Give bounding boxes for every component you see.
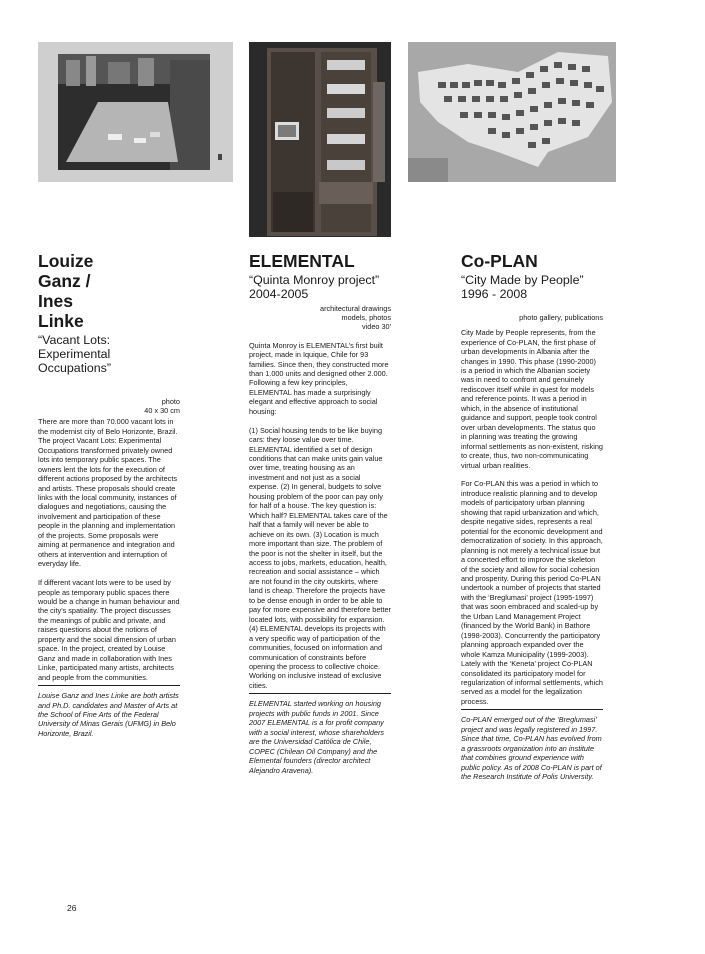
body-paragraph: If different vacant lots were to be used by people as temporary public spaces there would be a change in human behaviour and the city’s spatiality. The project discusses the meanings of public and private, and raises questions about the notions of property and the social dimension of urban space. In the project, created by Louise Ganz and made in collaboration with Ines Linke, participated many artists, architects and people from the communities. xyxy=(38,578,180,682)
column-coplan xyxy=(461,251,603,781)
medium-ganz-linke xyxy=(38,397,180,415)
title-coplan: Co-PLAN xyxy=(461,251,538,271)
medium-line: 40 x 30 cm xyxy=(144,406,180,416)
medium-line: photo gallery, publications xyxy=(519,313,603,322)
note-ganz-linke: Louise Ganz and Ines Linke are both artists and Ph.D. candidates and Master of Arts at the School of Fine Arts of the Federal University of Minas Gerais (UFMG) in Belo Horizonte, Brazil. xyxy=(38,691,179,738)
divider-rule xyxy=(249,693,391,694)
medium-elemental xyxy=(249,304,391,332)
body-paragraph: Quinta Monroy is ELEMENTAL’s first built project, made in Iquique, Chile for 93 families. Since then, they constructed more than 1.000 units and designed other 2.000. Following a few key principles, ELEMENTAL has made a surprisingly elegant and effective approach to social housing: xyxy=(249,340,389,416)
medium-line: photo xyxy=(161,397,180,406)
medium-coplan xyxy=(461,313,603,322)
subtitle-city-made-by-people: “City Made by People” 1996 - 2008 xyxy=(461,273,584,301)
subtitle-quinta-monroy: “Quinta Monroy project” 2004-2005 xyxy=(249,273,380,301)
note-coplan: Co-PLAN emerged out of the ‘Breglumasi’ project and was legally registered in 1997. Since that time, Co-PLAN has evolved from a grassroots organization into an institute that combines ground experience with public policy. As of 2008 Co-PLAN is part of the Research Institute of Polis University. xyxy=(461,715,602,782)
photo-vacant-lot xyxy=(38,42,233,182)
photo-elemental-cabinet xyxy=(249,42,391,237)
divider-rule xyxy=(461,709,603,710)
title-ganz-linke: Louize Ganz / Ines Linke xyxy=(38,251,94,331)
body-paragraph: For Co-PLAN this was a period in which to introduce realistic planning and to develop models of participatory urban planning showing that rapid urbanization and which, despite negative sides, represents a real potential for the economic development and democratization of society. In this approach, planning is not merely a technical issue but a concerted effort to improve the skeleton of the society and allow for social cohesion and prosperity. During this period Co-PLAN undertook a number of projects that started with the ‘Breglumasi’ project (1995-1997) that was soon embraced and scaled-up by the Urban Land Management Project (financed by the World Bank) in Bathore (1998-2003). Concurrently the participatory planning approach expanded over the whole Kamza Municipality (1999-2003). Lately with the ‘Keneta’ project Co-PLAN consolidated its participatory model for regularization of informal settlements, which served as a model for the legalization process. xyxy=(461,479,603,706)
title-elemental: ELEMENTAL xyxy=(249,251,355,271)
column-elemental xyxy=(249,251,391,775)
body-paragraph: (1) Social housing tends to be like buying cars: they loose value over time. ELEMENTAL identified a set of design conditions that can make units gain value over time, treating housing as an investment and not just as a social expense. (2) In general, budgets to solve housing problem of the poor can pay only for half of a house. The key question is: Which half? ELEMENTAL takes care of the half that a family will never be able to achieve on its own. (3) Location is much more important than size. The problem of the poor is not the shelter in itself, but the access to jobs, markets, education, health, recreation and social assistance – which are not found in the city outskirts, where land is cheap. Therefore the projects have to be dense enough in order to be able to pay for more expensive and therefore better located lots, with possibility for expansion. (4) ELEMENTAL develops its projects with a very specific way of participation of the communities, focused on information and communication of constraints before opening the process to collective choice. Working on inclusive instead of exclusive cities. xyxy=(249,425,391,690)
divider-rule xyxy=(38,685,180,686)
photo-coplan-wall xyxy=(408,42,616,182)
body-paragraph: There are more than 70.000 vacant lots in the modernist city of Belo Horizonte, Brazil. The project Vacant Lots: Experimental Occupations transformed privately owned lots into temporary public spaces. The owners lent the lots for the execution of different actions proposed by the architects and artists. These proposals should create links with the local community, instances of dialogues and negotiations, causing the involvement and participation of these people in the planning and implementation of the projects. Some proposals were aiming at permanence and integration and others at intervention and interruption of everyday life. xyxy=(38,417,178,569)
body-coplan xyxy=(461,328,603,706)
column-ganz-linke xyxy=(38,251,180,738)
body-elemental xyxy=(249,341,391,691)
medium-line: models, photos xyxy=(341,313,391,323)
note-elemental: ELEMENTAL started working on housing projects with public funds in 2001. Since 2007 ELEMENTAL is a for profit company with a social interest, whose shareholders are the Universidad Católica de Chile, COPEC (Chilean Oil Company) and the Elemental founders (director architect Alejandro Aravena). xyxy=(249,699,385,775)
body-ganz-linke xyxy=(38,417,180,682)
page-number: 26 xyxy=(67,903,77,913)
subtitle-vacant-lots: “Vacant Lots: Experimental Occupations” xyxy=(38,333,112,375)
medium-line: architectural drawings xyxy=(320,304,391,313)
body-paragraph: City Made by People represents, from the experience of Co-PLAN, the first phase of urban developments in Albania after the changes in 1990. This phase (1990-2000) is a period in which the Albanian society was in need to confront and genuinely rediscover itself while in quest for models and reference points. It was a period in which, in the absence of institutional guidance and support, people took control over urban developments. The status quo in planning was treating the growing informal settlements as non-existent, risking to create, thus, two non-communicating virtual urban realities. xyxy=(461,328,603,470)
medium-line: video 30' xyxy=(362,322,391,332)
